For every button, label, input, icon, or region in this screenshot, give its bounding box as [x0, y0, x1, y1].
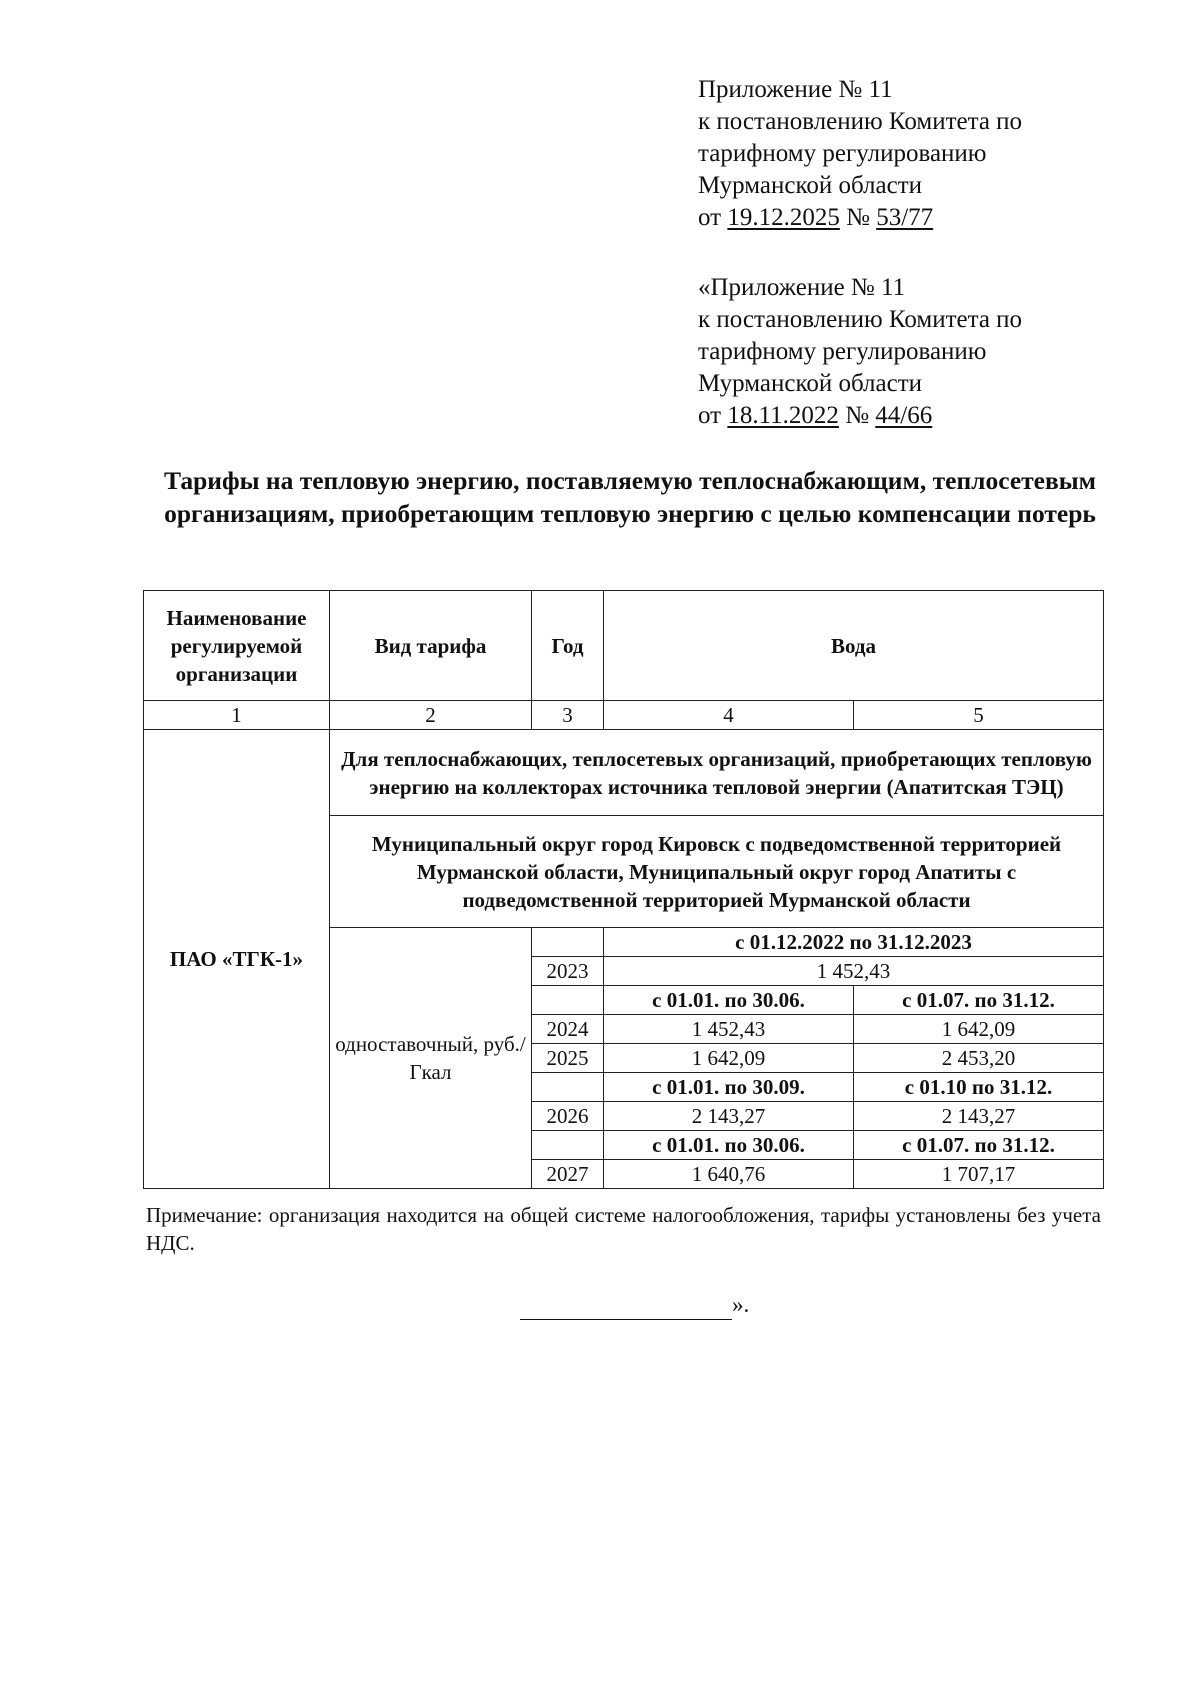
tariff-value: 2 143,27	[604, 1102, 854, 1131]
appendix-title: Приложение № 11	[698, 76, 893, 103]
tariff-value: 1 452,43	[604, 1015, 854, 1044]
col-number: 1	[144, 701, 330, 730]
period-label: с 01.07. по 31.12.	[854, 986, 1104, 1015]
year-cell	[532, 928, 604, 957]
territory-name: Муниципальный округ город Кировск с подведомственной территорией Мурманской области, Муниципальный округ город Апатиты с подведомственной территорией Мурманской области	[330, 816, 1104, 928]
date-prefix: от	[698, 204, 722, 231]
appendix-ref-line: тарифному регулированию	[698, 140, 987, 167]
year-cell: 2024	[532, 1015, 604, 1044]
signature-line	[520, 1297, 732, 1320]
tariff-value: 1 642,09	[604, 1044, 854, 1073]
organization-name: ПАО «ТГК-1»	[144, 730, 330, 1189]
tariff-table	[143, 590, 1104, 1189]
resolution-date: 19.12.2025	[727, 204, 840, 231]
tariff-value: 1 707,17	[854, 1160, 1104, 1189]
col-number: 3	[532, 701, 604, 730]
appendix-date-line	[698, 400, 1022, 432]
number-prefix: №	[845, 402, 870, 429]
resolution-number: 44/66	[875, 402, 933, 429]
year-cell: 2026	[532, 1102, 604, 1131]
tariff-value: 2 453,20	[854, 1044, 1104, 1073]
tariff-type: одноставочный, руб./Гкал	[330, 928, 532, 1189]
period-label: с 01.01. по 30.06.	[604, 986, 854, 1015]
resolution-number: 53/77	[876, 204, 934, 231]
appendix-header-original	[698, 272, 1022, 432]
period-label: с 01.12.2022 по 31.12.2023	[604, 928, 1104, 957]
section-heading: Для теплоснабжающих, теплосетевых организаций, приобретающих тепловую энергию на коллекторах источника тепловой энергии (Апатитская ТЭЦ)	[330, 730, 1104, 816]
col-header-year: Год	[532, 591, 604, 701]
number-prefix: №	[846, 204, 870, 231]
appendix-ref-line: Мурманской области	[698, 370, 923, 397]
col-header-tariff: Вид тарифа	[330, 591, 532, 701]
column-number-row	[144, 701, 1104, 730]
tariff-value: 1 452,43	[604, 957, 1104, 986]
appendix-ref-line: к постановлению Комитета по	[698, 306, 1023, 333]
table-header-row	[144, 591, 1104, 701]
closing-quote: ».	[732, 1292, 750, 1317]
col-number: 4	[604, 701, 854, 730]
appendix-title: «Приложение № 11	[698, 274, 906, 301]
year-cell	[532, 986, 604, 1015]
appendix-header-current	[698, 74, 1022, 234]
period-label: с 01.01. по 30.06.	[604, 1131, 854, 1160]
col-number: 5	[854, 701, 1104, 730]
resolution-date: 18.11.2022	[727, 402, 839, 429]
tariff-value: 1 642,09	[854, 1015, 1104, 1044]
year-cell	[532, 1131, 604, 1160]
tax-note: Примечание: организация находится на общей системе налогообложения, тарифы установлены без учета НДС.	[146, 1203, 1101, 1255]
closing-mark	[520, 1290, 749, 1320]
appendix-ref-line: тарифному регулированию	[698, 338, 987, 365]
appendix-ref-line: Мурманской области	[698, 172, 923, 199]
period-label: с 01.01. по 30.09.	[604, 1073, 854, 1102]
year-cell: 2025	[532, 1044, 604, 1073]
appendix-date-line	[698, 202, 1022, 234]
col-number: 2	[330, 701, 532, 730]
period-label: с 01.10 по 31.12.	[854, 1073, 1104, 1102]
year-cell: 2023	[532, 957, 604, 986]
appendix-ref-line: к постановлению Комитета по	[698, 108, 1023, 135]
col-header-org: Наименование регулируемой организации	[144, 591, 330, 701]
year-cell	[532, 1073, 604, 1102]
year-cell: 2027	[532, 1160, 604, 1189]
section-heading-row	[144, 730, 1104, 816]
document-title: Тарифы на тепловую энергию, поставляемую теплоснабжающим, теплосетевым организациям, приобретающим тепловую энергию с целью компенсации потерь	[163, 466, 1097, 528]
tariff-value: 2 143,27	[854, 1102, 1104, 1131]
date-prefix: от	[698, 402, 722, 429]
period-label: с 01.07. по 31.12.	[854, 1131, 1104, 1160]
tariff-value: 1 640,76	[604, 1160, 854, 1189]
col-header-water: Вода	[604, 591, 1104, 701]
